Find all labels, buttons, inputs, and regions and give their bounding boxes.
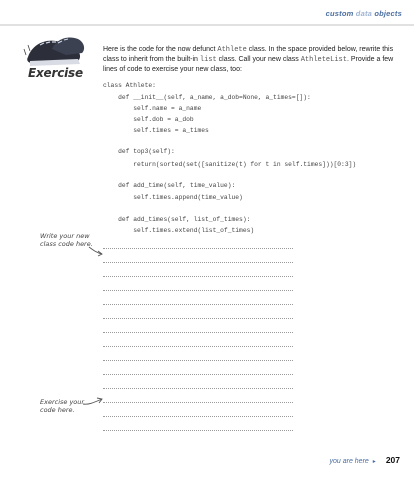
code-line: self.times.append(time_value) [103,194,243,201]
exercise-label: Exercise [28,66,83,80]
you-are-here-label: you are here [329,458,369,465]
code-line: self.name = a_name [103,105,202,112]
answer-line [103,262,293,263]
header-word-objects: objects [374,9,402,18]
note-line: Exercise your [40,398,85,406]
code-line: return(sorted(set([sanitize(t) for t in self.times]))[0:3]) [103,161,357,168]
answer-line [103,402,293,403]
triangle-right-icon: ▸ [372,459,376,465]
intro-class-name: Athlete [217,46,247,54]
intro-list-name: list [199,56,217,65]
header-word-custom: custom [325,9,354,18]
header-word-data: data [355,9,373,18]
answer-line [103,346,293,347]
code-line: def add_times(self, list_of_times): [103,216,251,223]
intro-text-4: . Provide a few lines of code to exercise your new class, too: [103,56,394,74]
code-line: def __init__(self, a_name, a_dob=None, a_times=[]): [103,94,311,101]
code-line: self.times = a_times [103,127,209,134]
exercise-instructions [103,45,395,75]
answer-line [103,332,293,333]
page-number: 207 [385,455,400,465]
exercise-code-note [40,398,84,414]
code-line: def top3(self): [103,148,175,155]
answer-line [103,388,293,389]
intro-text-3: class. Call your new class [216,56,301,64]
class-code-note [40,232,93,248]
answer-line [103,430,293,431]
pointer-arrow-icon [82,396,104,410]
answer-line [103,304,293,305]
code-line: self.dob = a_dob [103,116,194,123]
intro-text-2: class. In the space provided below, rewrite this class to inherit from the built-in [103,46,394,64]
answer-line [103,318,293,319]
note-line: Write your new [40,232,90,240]
answer-line [103,360,293,361]
running-header [326,9,402,18]
answer-line [103,416,293,417]
code-line: def add_time(self, time_value): [103,182,236,189]
page-footer [329,455,400,465]
answer-line [103,276,293,277]
code-line: self.times.extend(list_of_times) [103,227,255,234]
answer-line [103,374,293,375]
intro-new-class-name: AthleteList [300,56,347,65]
answer-line [103,248,293,249]
note-line: class code here. [40,240,93,248]
intro-text-1: Here is the code for the now defunct [103,46,218,53]
code-line: class Athlete: [103,82,156,89]
answer-line [103,290,293,291]
pointer-arrow-icon [88,244,104,258]
header-divider [0,24,414,26]
note-line: code here. [40,406,75,414]
